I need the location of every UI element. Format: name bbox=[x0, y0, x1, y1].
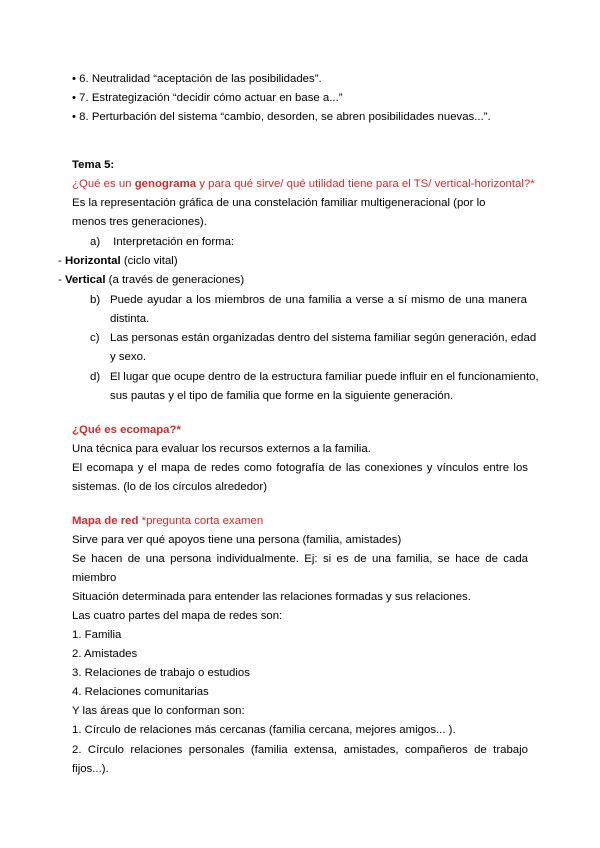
list-text-cont: y sexo. bbox=[110, 351, 147, 363]
bullet-item: • 6. Neutralidad “aceptación de las posibilidades”. bbox=[72, 73, 322, 85]
paragraph-line: sistemas. (lo de los círculos alrededor) bbox=[72, 481, 267, 493]
list-item-c bbox=[90, 331, 537, 345]
keyword-vertical: Vertical bbox=[64, 274, 106, 286]
dash: - bbox=[58, 274, 65, 286]
section-title-tema5: Tema 5: bbox=[72, 159, 115, 171]
list-text: El lugar que ocupe dentro de la estructura familiar puede influir en el funcionamiento, bbox=[110, 371, 539, 383]
title-text: Mapa de red bbox=[72, 515, 139, 527]
list-label: b) bbox=[90, 294, 101, 306]
list-item: 4. Relaciones comunitarias bbox=[72, 686, 209, 698]
paragraph-line: Situación determinada para entender las relaciones formadas y sus relaciones. bbox=[72, 591, 471, 603]
list-item: 1. Familia bbox=[72, 629, 122, 641]
paragraph-line: Sirve para ver qué apoyos tiene una persona (familia, amistades) bbox=[72, 534, 402, 546]
list-item-d bbox=[90, 370, 539, 384]
keyword-horizontal: Horizontal bbox=[64, 255, 121, 267]
paragraph-line: menos tres generaciones). bbox=[72, 216, 207, 228]
question-genograma bbox=[72, 177, 535, 191]
paragraph-line: miembro bbox=[72, 572, 117, 584]
list-item: 2. Amistades bbox=[72, 648, 138, 660]
dash: - bbox=[58, 255, 65, 267]
list-item: 1. Círculo de relaciones más cercanas (familia cercana, mejores amigos... ). bbox=[72, 724, 456, 736]
bullet-item: • 7. Estrategización “decidir cómo actuar en base a...” bbox=[72, 92, 343, 104]
vertical-line bbox=[58, 273, 244, 287]
list-label: d) bbox=[90, 371, 101, 383]
list-item: 3. Relaciones de trabajo o estudios bbox=[72, 667, 250, 679]
list-item-a bbox=[90, 235, 234, 249]
title-note: *pregunta corta examen bbox=[138, 515, 264, 527]
paragraph-line: El ecomapa y el mapa de redes como fotografía de las conexiones y vínculos entre los bbox=[72, 462, 528, 474]
list-label: a) bbox=[90, 236, 101, 248]
list-text: Interpretación en forma: bbox=[113, 236, 235, 248]
list-item-cont: fijos...). bbox=[72, 763, 109, 775]
bullet-item: • 8. Perturbación del sistema “cambio, desorden, se abren posibilidades nuevas...”. bbox=[72, 111, 491, 123]
paragraph-line: Se hacen de una persona individualmente. Ej: si es de una familia, se hace de cada bbox=[72, 553, 528, 565]
paragraph-line: Y las áreas que lo conforman son: bbox=[72, 705, 245, 717]
question-text: y para qué sirve/ qué utilidad tiene para el TS/ vertical-horizontal?* bbox=[196, 178, 535, 190]
text: (a través de generaciones) bbox=[105, 274, 245, 286]
horizontal-line bbox=[58, 254, 178, 268]
text: (ciclo vital) bbox=[120, 255, 178, 267]
question-text: ¿Qué es un bbox=[72, 178, 135, 190]
question-ecomapa: ¿Qué es ecomapa?* bbox=[72, 424, 181, 436]
list-item-b bbox=[90, 293, 527, 307]
question-keyword: genograma bbox=[134, 178, 197, 190]
list-label: c) bbox=[90, 332, 100, 344]
list-text: Las personas están organizadas dentro del sistema familiar según generación, edad bbox=[110, 332, 537, 344]
paragraph-line: Las cuatro partes del mapa de redes son: bbox=[72, 610, 283, 622]
list-text: Puede ayudar a los miembros de una familia a verse a sí mismo de una manera bbox=[110, 294, 527, 306]
paragraph-line: Una técnica para evaluar los recursos externos a la familia. bbox=[72, 443, 371, 455]
list-item: 2. Círculo relaciones personales (familia extensa, amistades, compañeros de trabajo bbox=[72, 744, 528, 756]
section-title-mapa-red bbox=[72, 514, 263, 528]
list-text-cont: distinta. bbox=[110, 313, 150, 325]
paragraph-line: Es la representación gráfica de una constelación familiar multigeneracional (por lo bbox=[72, 197, 486, 209]
list-text-cont: sus pautas y el tipo de familia que forme en la siguiente generación. bbox=[110, 390, 454, 402]
